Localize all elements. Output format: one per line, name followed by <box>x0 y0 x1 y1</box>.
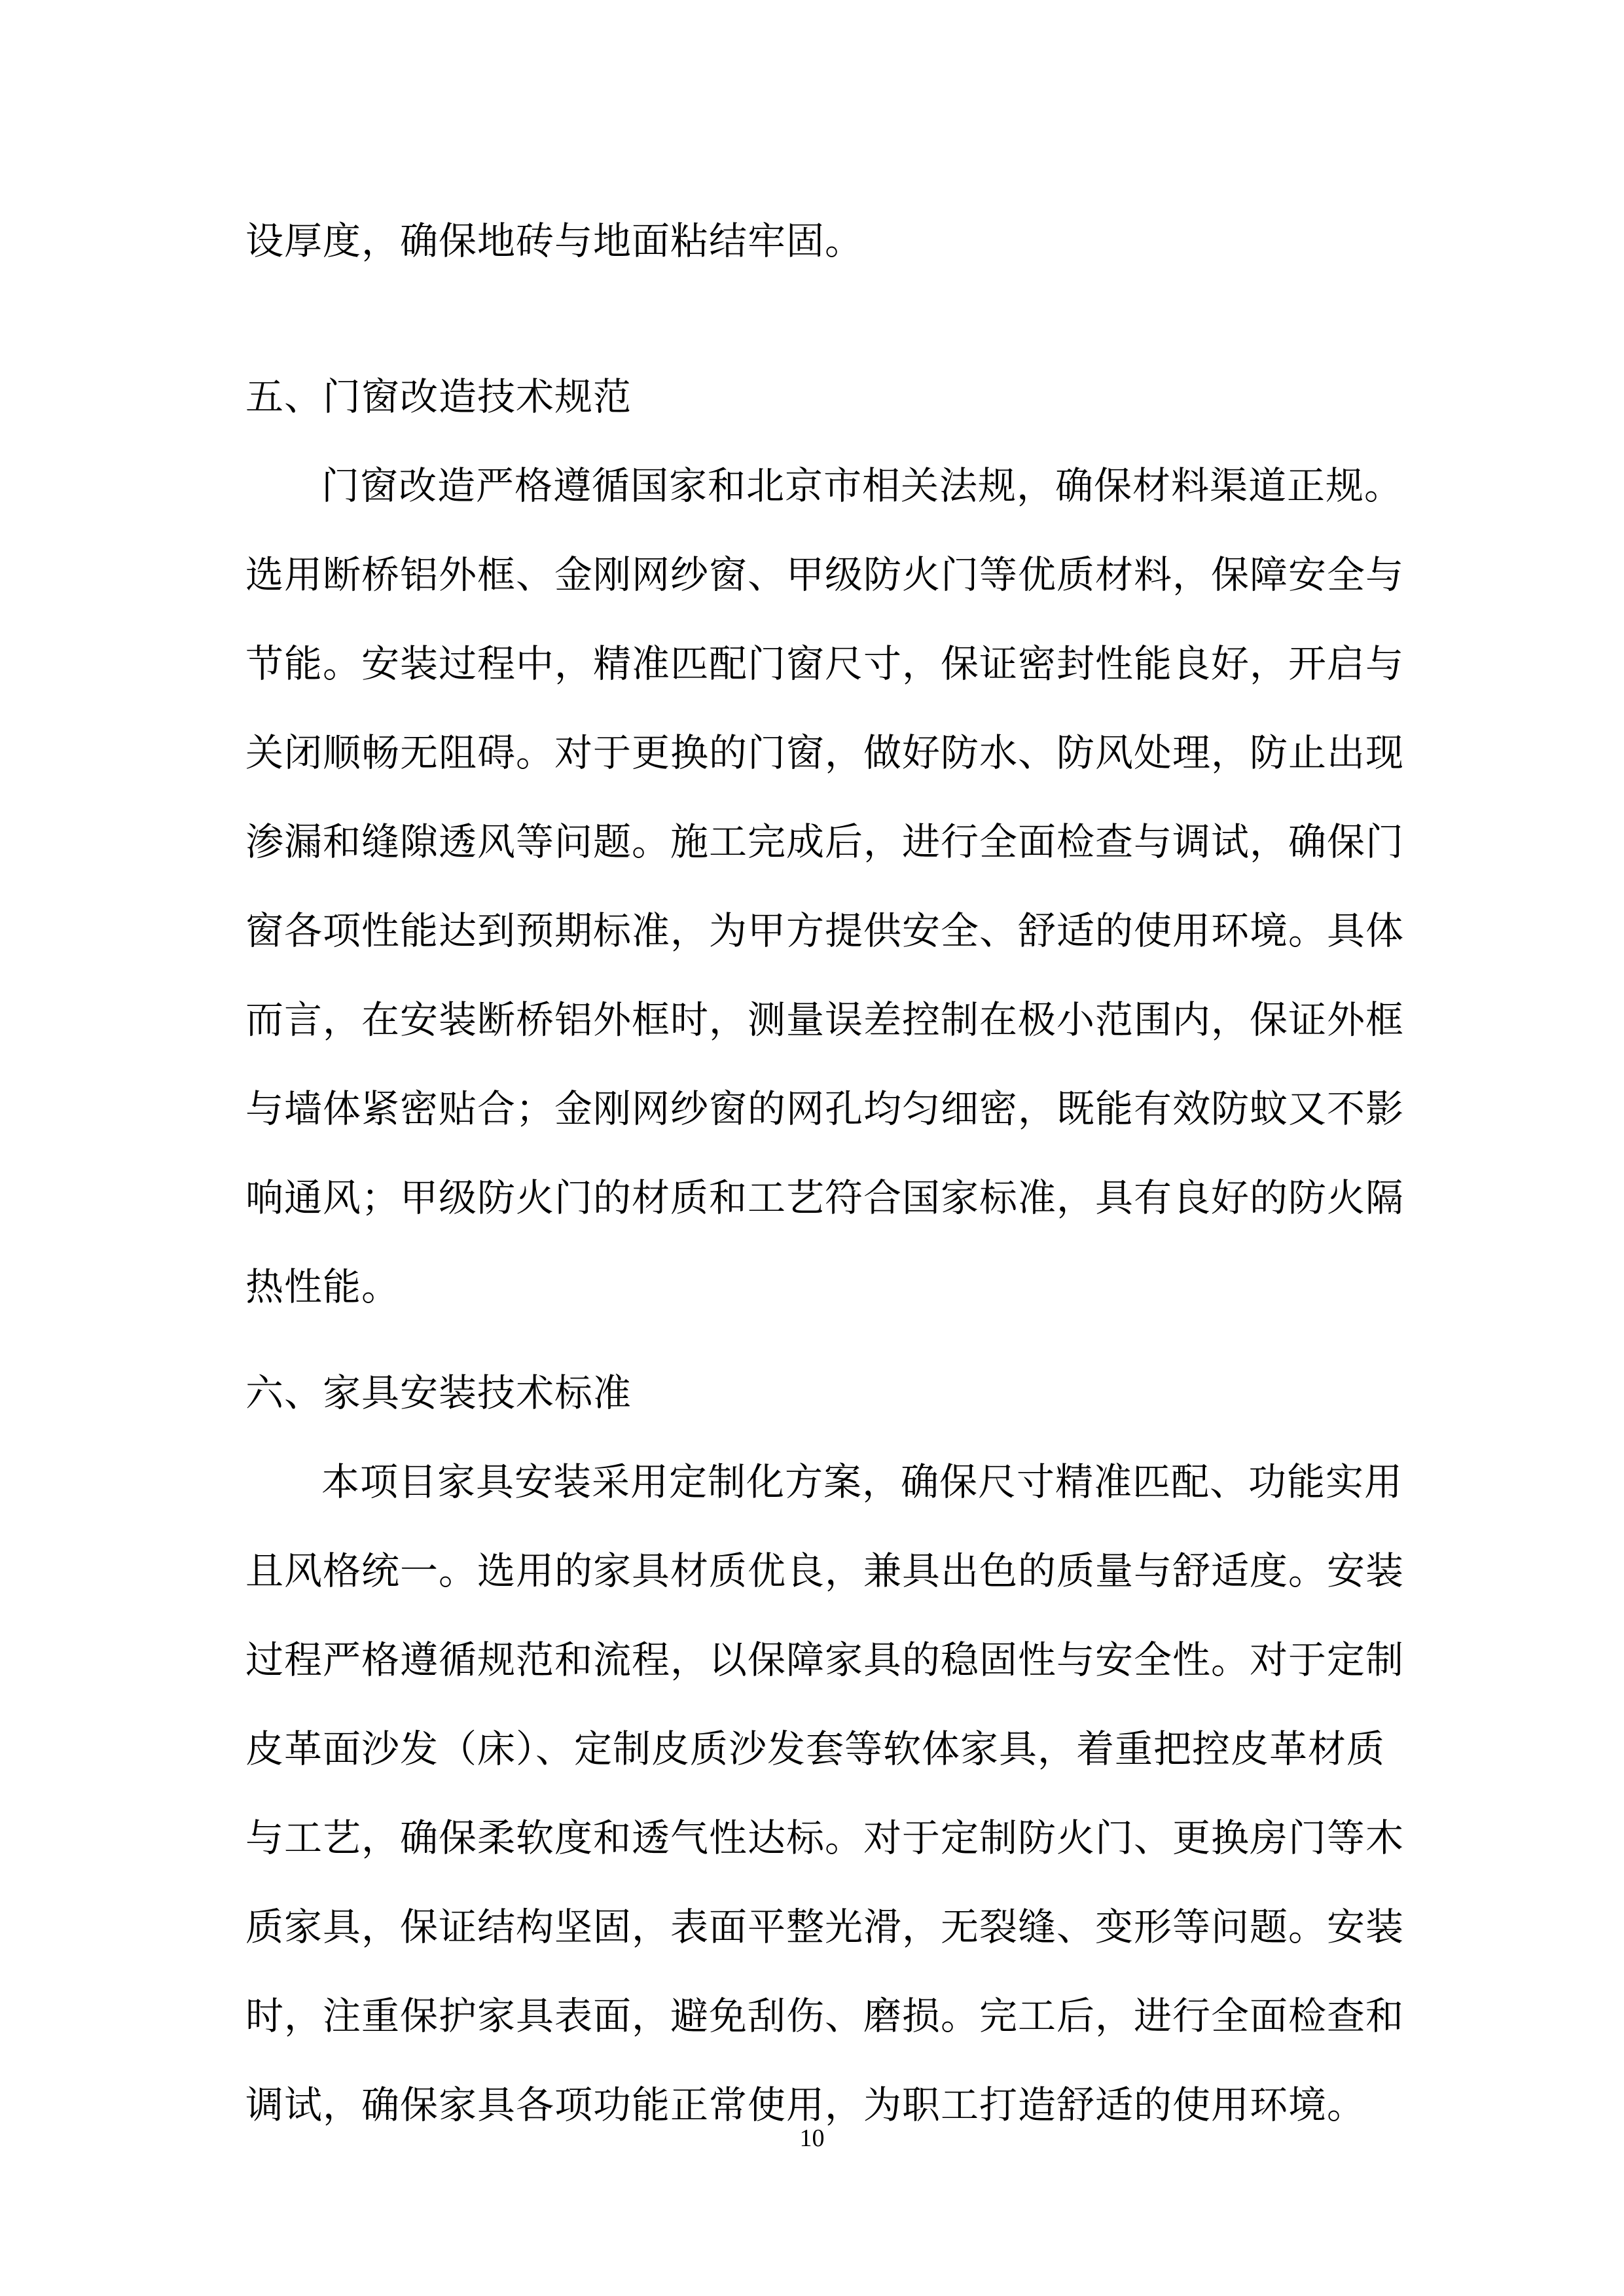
paragraph-line: 热性能。 <box>245 1265 401 1309</box>
paragraph-line: 过程严格遵循规范和流程，以保障家具的稳固性与安全性。对于定制 <box>245 1638 1405 1682</box>
paragraph-line: 而言，在安装断桥铝外框时，测量误差控制在极小范围内，保证外框 <box>245 997 1405 1042</box>
paragraph-line: 渗漏和缝隙透风等问题。施工完成后，进行全面检查与调试，确保门 <box>245 819 1405 864</box>
paragraph-line: 响通风；甲级防火门的材质和工艺符合国家标准，具有良好的防火隔 <box>245 1175 1405 1220</box>
paragraph-line: 窗各项性能达到预期标准，为甲方提供安全、舒适的使用环境。具体 <box>245 908 1405 953</box>
paragraph-line: 与墙体紧密贴合；金刚网纱窗的网孔均匀细密，既能有效防蚊又不影 <box>245 1086 1405 1131</box>
section-6-heading: 六、家具安装技术标准 <box>245 1371 632 1415</box>
paragraph-line: 关闭顺畅无阻碍。对于更换的门窗，做好防水、防风处理，防止出现 <box>245 730 1405 775</box>
paragraph-line: 节能。安装过程中，精准匹配门窗尺寸，保证密封性能良好，开启与 <box>245 641 1405 686</box>
paragraph-line: 皮革面沙发（床）、定制皮质沙发套等软体家具，着重把控皮革材质 <box>245 1727 1386 1771</box>
page-number: 10 <box>799 2125 825 2152</box>
paragraph-line: 本项目家具安装采用定制化方案，确保尺寸精准匹配、功能实用 <box>321 1460 1403 1504</box>
section-6-paragraph <box>245 1437 1405 2149</box>
paragraph-line: 质家具，保证结构坚固，表面平整光滑，无裂缝、变形等问题。安装 <box>245 1905 1405 1949</box>
paragraph-line: 选用断桥铝外框、金刚网纱窗、甲级防火门等优质材料，保障安全与 <box>245 552 1405 597</box>
paragraph-line: 时，注重保护家具表面，避免刮伤、磨损。完工后，进行全面检查和 <box>245 1994 1405 2038</box>
paragraph-line: 与工艺，确保柔软度和透气性达标。对于定制防火门、更换房门等木 <box>245 1816 1405 1860</box>
section-5-heading: 五、门窗改造技术规范 <box>245 374 632 419</box>
paragraph-line: 调试，确保家具各项功能正常使用，为职工打造舒适的使用环境。 <box>245 2083 1366 2127</box>
paragraph-line: 设厚度，确保地砖与地面粘结牢固。 <box>245 219 864 263</box>
paragraph-line: 且风格统一。选用的家具材质优良，兼具出色的质量与舒适度。安装 <box>245 1549 1405 1593</box>
paragraph-line: 门窗改造严格遵循国家和北京市相关法规，确保材料渠道正规。 <box>321 463 1403 508</box>
continuation-paragraph <box>245 196 1378 285</box>
section-5-paragraph <box>245 441 1405 1331</box>
